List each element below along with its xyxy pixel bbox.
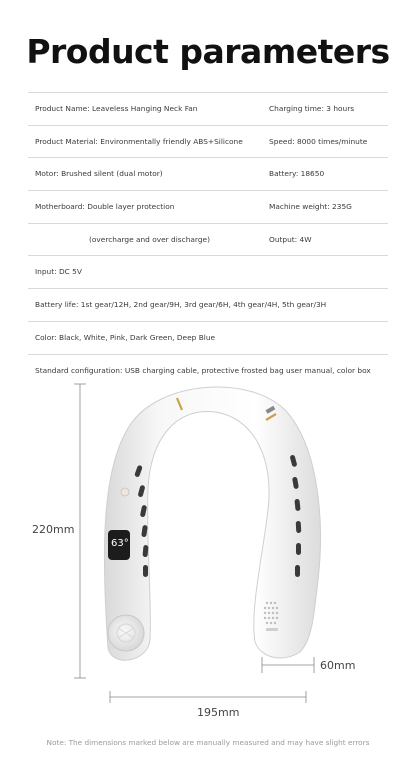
left-fan-hub-icon bbox=[108, 615, 144, 651]
height-dimension-line bbox=[74, 384, 86, 678]
width-dimension-line bbox=[110, 691, 306, 703]
param-right: Speed: 8000 times/minute bbox=[269, 136, 368, 146]
param-left: Motherboard: Double layer protection bbox=[35, 202, 175, 212]
param-left: Standard configuration: USB charging cable, protective frosted bag user manual, color box bbox=[35, 365, 371, 375]
param-right: Machine weight: 235G bbox=[269, 202, 352, 212]
power-button[interactable] bbox=[121, 488, 129, 496]
height-dimension-label: 220mm bbox=[32, 523, 75, 536]
param-left: Color: Black, White, Pink, Dark Green, Deep Blue bbox=[35, 332, 216, 342]
depth-dimension-line bbox=[262, 657, 314, 673]
param-left: Battery life: 1st gear/12H, 2nd gear/9H, 3rd gear/6H, 4th gear/4H, 5th gear/3H bbox=[35, 300, 327, 310]
param-left: Motor: Brushed silent (dual motor) bbox=[35, 169, 163, 179]
depth-dimension-label: 60mm bbox=[320, 659, 356, 672]
param-left: Product Material: Environmentally friendly ABS+Silicone bbox=[35, 136, 243, 146]
param-right: Charging time: 3 hours bbox=[269, 104, 355, 113]
measurement-note: Note: The dimensions marked below are manually measured and may have slight errors bbox=[46, 738, 370, 747]
param-right: Output: 4W bbox=[269, 234, 312, 244]
param-right: Battery: 18650 bbox=[269, 169, 325, 179]
param-left: Input: DC 5V bbox=[35, 267, 82, 277]
param-left: (overcharge and over discharge) bbox=[89, 234, 210, 244]
param-left: Product Name: Leaveless Hanging Neck Fan bbox=[35, 104, 198, 113]
led-display-reading: 63° bbox=[111, 538, 129, 549]
width-dimension-label: 195mm bbox=[197, 706, 240, 719]
page-title: Product parameters bbox=[26, 32, 390, 71]
